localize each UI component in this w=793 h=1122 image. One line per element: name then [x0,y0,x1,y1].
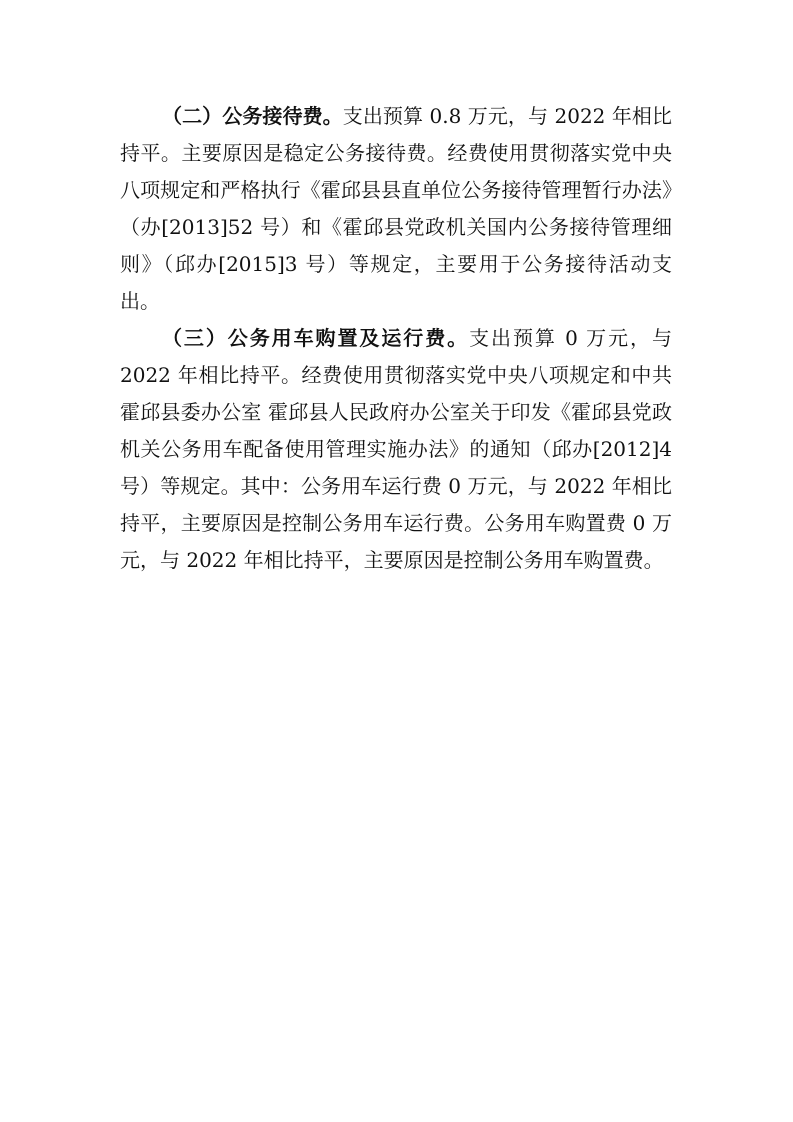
paragraph-reception-expenses [120,98,672,320]
section-heading-vehicle: （三）公务用车购置及运行费。 [162,326,470,350]
paragraph-vehicle-expenses [120,320,672,579]
section-heading-reception: （二）公务接待费。 [162,104,343,128]
section-text-reception: 支出预算 0.8 万元，与 2022 年相比持平。主要原因是稳定公务接待费。经费使用贯彻落实党中央八项规定和严格执行《霍邱县县直单位公务接待管理暂行办法》（办[2013]52 号）和《霍邱县党政机关国内公务接待管理细则》（邱办[2015]3 号）等规定，主要用于公务接待活动支出。 [120,104,673,313]
section-text-vehicle: 支出预算 0 万元，与 2022 年相比持平。经费使用贯彻落实党中央八项规定和中共霍邱县委办公室 霍邱县人民政府办公室关于印发《霍邱县党政机关公务用车配备使用管理实施办法》的通知（邱办[2012]4 号）等规定。其中：公务用车运行费 0 万元，与 2022 年相比持平，主要原因是控制公务用车运行费。公务用车购置费 0 万元，与 2022 年相比持平，主要原因是控制公务用车购置费。 [120,326,672,572]
document-body [120,98,672,579]
